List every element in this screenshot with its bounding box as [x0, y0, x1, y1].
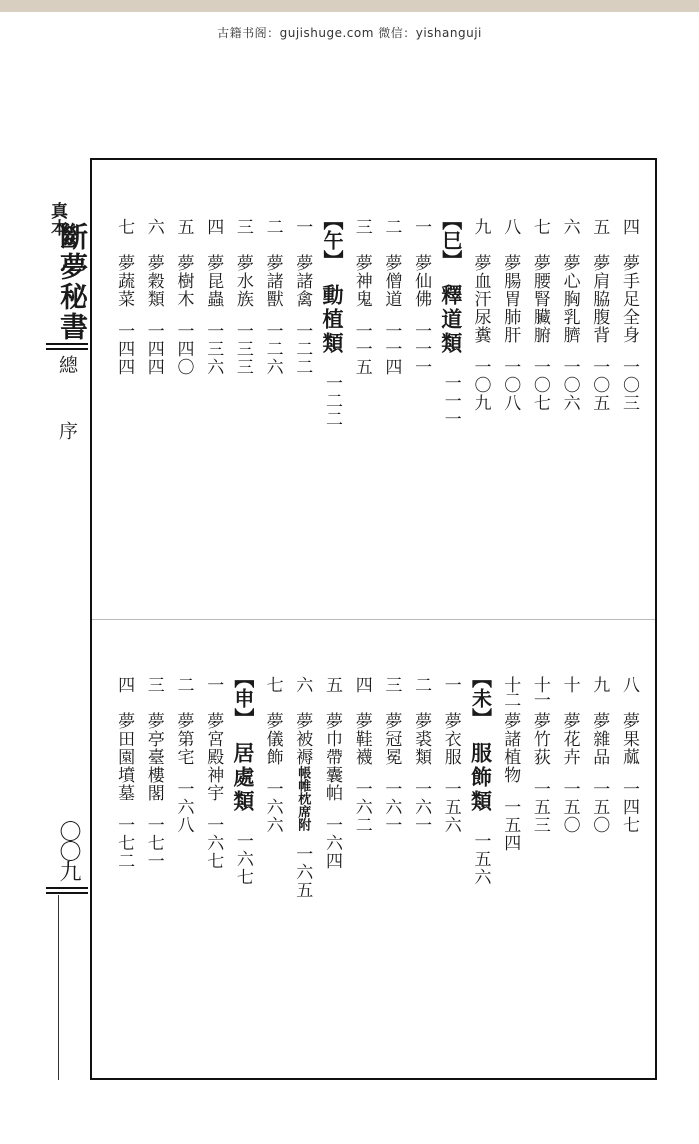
entry-number: 十 — [559, 676, 580, 693]
watermark: 古籍书阁：gujishuge.com 微信：yishanguji — [217, 26, 482, 40]
entry-title: 夢花卉 — [559, 712, 580, 766]
entry-title: 夢冠冕 — [381, 712, 402, 766]
entry-page: 一六四 — [322, 816, 342, 870]
entry-number: 一 — [440, 676, 461, 693]
entry-page: 一一一 — [411, 322, 432, 376]
entry-title: 夢血汗尿糞 — [470, 254, 491, 344]
entry-page: 一四四 — [143, 322, 164, 376]
entry-page: 一一五 — [351, 322, 372, 376]
toc-entry — [202, 218, 224, 376]
entry-number: 六 — [559, 218, 580, 235]
entry-title: 夢儀飾 — [262, 712, 283, 766]
entry-title: 夢被褥 — [292, 712, 313, 766]
entry-number: 十一 — [529, 676, 550, 706]
bracket-open: 【 — [438, 210, 463, 230]
toc-entry — [351, 676, 373, 834]
entry-title: 夢穀類 — [143, 254, 164, 308]
section-heading — [230, 668, 256, 886]
section-title: 服飾類 — [468, 742, 494, 814]
toc-entry — [202, 676, 224, 870]
toc-entry — [143, 218, 165, 376]
toc-entry — [529, 218, 551, 412]
section-page: 一二二 — [322, 374, 342, 428]
entry-page: 一五三 — [529, 780, 550, 834]
entry-number: 八 — [619, 676, 639, 693]
entry-title: 夢亭臺樓閣 — [143, 712, 164, 802]
toc-entry — [499, 218, 521, 412]
entry-title: 夢腰腎臟腑 — [529, 254, 550, 344]
entry-number: 三 — [232, 218, 253, 235]
entry-title: 夢竹荻 — [529, 712, 550, 766]
entry-page: 一六八 — [173, 780, 194, 834]
entry-page: 一五〇 — [589, 780, 610, 834]
entry-page: 一四七 — [619, 780, 639, 834]
entry-title: 夢諸獸 — [262, 254, 283, 308]
toc-entry — [588, 218, 610, 412]
toc-entry — [291, 676, 313, 899]
section-label: 總 序 — [56, 355, 78, 454]
entry-page: 一五四 — [500, 798, 521, 852]
toc-entry — [529, 676, 551, 834]
entry-page: 一四〇 — [173, 322, 194, 376]
entry-page: 一三六 — [203, 322, 224, 376]
toc-entry — [559, 218, 581, 412]
entry-title: 夢水族 — [232, 254, 253, 308]
toc-entry — [410, 218, 432, 376]
toc-entry — [470, 218, 492, 412]
entry-number: 一 — [203, 676, 224, 693]
entry-page: 一一四 — [381, 322, 402, 376]
toc-entry — [410, 676, 432, 834]
entry-title: 夢昆蟲 — [203, 254, 224, 308]
entry-number: 六 — [143, 218, 164, 235]
section-page: 一六七 — [232, 832, 253, 886]
toc-entry — [559, 676, 581, 834]
section-title: 釋道類 — [438, 284, 464, 356]
toc-entry — [618, 218, 640, 412]
section-heading — [468, 668, 494, 886]
entry-page: 一六五 — [292, 845, 313, 899]
entry-page: 一六二 — [351, 780, 372, 834]
entry-title: 夢僧道 — [381, 254, 402, 308]
entry-number: 三 — [381, 676, 402, 693]
entry-number: 五 — [322, 676, 342, 693]
toc-entry — [262, 218, 284, 376]
toc-entry — [351, 218, 373, 376]
toc-entry — [380, 218, 402, 376]
entry-number: 九 — [589, 676, 610, 693]
entry-page: 一六一 — [381, 780, 402, 834]
entry-title: 夢宮殿神宇 — [203, 712, 224, 802]
entry-number: 二 — [381, 218, 402, 235]
entry-number: 四 — [114, 676, 135, 693]
toc-entry — [113, 218, 135, 376]
entry-number: 一 — [411, 218, 432, 235]
section-branch: 申 — [230, 688, 255, 708]
entry-title: 夢腸胃肺肝 — [500, 254, 521, 344]
bracket-close: 】 — [320, 250, 344, 270]
toc-entry — [321, 676, 343, 870]
bracket-open: 【 — [230, 668, 255, 688]
section-page: 一一一 — [440, 374, 461, 428]
entry-page: 一〇六 — [559, 358, 580, 412]
section-heading — [438, 210, 464, 428]
entry-page: 一〇八 — [500, 358, 521, 412]
page-rule-2 — [46, 892, 88, 894]
entry-title: 夢田園墳墓 — [114, 712, 135, 802]
entry-page: 一七二 — [114, 816, 135, 870]
toc-entry — [618, 676, 640, 834]
entry-page: 一四四 — [114, 322, 135, 376]
entry-title: 夢蔬菜 — [114, 254, 135, 308]
toc-entry — [588, 676, 610, 834]
entry-number: 五 — [173, 218, 194, 235]
entry-note: 帳帷枕席附 — [295, 766, 311, 831]
page-rule-1 — [46, 887, 88, 889]
bracket-close: 】 — [468, 708, 493, 728]
entry-page: 一二二 — [292, 322, 313, 376]
book-title-small: 真本 — [47, 202, 67, 236]
book-title: 斷夢秘書 — [56, 222, 89, 342]
entry-number: 一 — [292, 218, 313, 235]
entry-page: 一六七 — [203, 816, 224, 870]
entry-title: 夢神鬼 — [351, 254, 372, 308]
section-title: 動植類 — [320, 284, 345, 356]
section-branch: 未 — [468, 688, 493, 708]
entry-page: 一〇九 — [470, 358, 491, 412]
entry-title: 夢手足全身 — [619, 254, 639, 344]
entry-number: 二 — [262, 218, 283, 235]
section-page: 一五六 — [470, 832, 491, 886]
bracket-close: 】 — [230, 708, 255, 728]
entry-number: 三 — [143, 676, 164, 693]
entry-number: 八 — [500, 218, 521, 235]
entry-number: 七 — [114, 218, 135, 235]
entry-title: 夢第宅 — [173, 712, 194, 766]
entry-page: 一六六 — [262, 780, 283, 834]
toc-entry — [440, 676, 462, 834]
entry-title: 夢肩脇腹背 — [589, 254, 610, 344]
toc-entry — [113, 676, 135, 870]
toc-entry — [143, 676, 165, 870]
entry-page: 一〇五 — [589, 358, 610, 412]
toc-entry — [380, 676, 402, 834]
entry-number: 九 — [470, 218, 491, 235]
entry-number: 五 — [589, 218, 610, 235]
page-number: 〇〇九 — [56, 820, 81, 880]
entry-page: 一七一 — [143, 816, 164, 870]
toc-entry — [291, 218, 313, 376]
entry-title: 夢裘類 — [411, 712, 432, 766]
toc-entry — [232, 218, 254, 376]
entry-number: 六 — [292, 676, 313, 693]
entry-number: 十二 — [500, 676, 521, 706]
entry-title: 夢衣服 — [440, 712, 461, 766]
bracket-close: 】 — [438, 250, 463, 270]
entry-title: 夢雜品 — [589, 712, 610, 766]
top-bar — [0, 0, 699, 12]
title-rule-1 — [46, 343, 88, 345]
entry-title: 夢仙佛 — [411, 254, 432, 308]
entry-title: 夢巾帶囊帕 — [322, 712, 342, 802]
entry-page: 一二六 — [262, 322, 283, 376]
toc-entry — [499, 676, 521, 852]
entry-page: 一三三 — [232, 322, 253, 376]
entry-title: 夢果蓏 — [619, 712, 639, 766]
entry-page: 一〇七 — [529, 358, 550, 412]
bracket-open: 【 — [320, 210, 344, 230]
entry-number: 四 — [619, 218, 639, 235]
toc-entry — [262, 676, 284, 834]
section-branch: 巳 — [438, 230, 463, 250]
entry-title: 夢諸禽 — [292, 254, 313, 308]
section-heading — [319, 210, 345, 428]
entry-title: 夢樹木 — [173, 254, 194, 308]
entry-number: 二 — [411, 676, 432, 693]
entry-title: 夢心胸乳臍 — [559, 254, 580, 344]
entry-page: 一六一 — [411, 780, 432, 834]
bracket-open: 【 — [468, 668, 493, 688]
entry-number: 七 — [262, 676, 283, 693]
toc-entry — [173, 218, 195, 376]
entry-number: 四 — [351, 676, 372, 693]
entry-title: 夢諸植物 — [500, 712, 521, 784]
toc-entry — [173, 676, 195, 834]
entry-page: 一五六 — [440, 780, 461, 834]
entry-page: 一〇三 — [619, 358, 639, 412]
section-title: 居處類 — [230, 742, 256, 814]
margin-rule — [58, 895, 59, 1080]
section-branch: 午 — [320, 230, 344, 250]
fold-line — [92, 619, 655, 620]
entry-number: 四 — [203, 218, 224, 235]
entry-number: 二 — [173, 676, 194, 693]
entry-number: 七 — [529, 218, 550, 235]
entry-page: 一五〇 — [559, 780, 580, 834]
title-rule-2 — [46, 348, 88, 350]
entry-number: 三 — [351, 218, 372, 235]
entry-title: 夢鞋襪 — [351, 712, 372, 766]
